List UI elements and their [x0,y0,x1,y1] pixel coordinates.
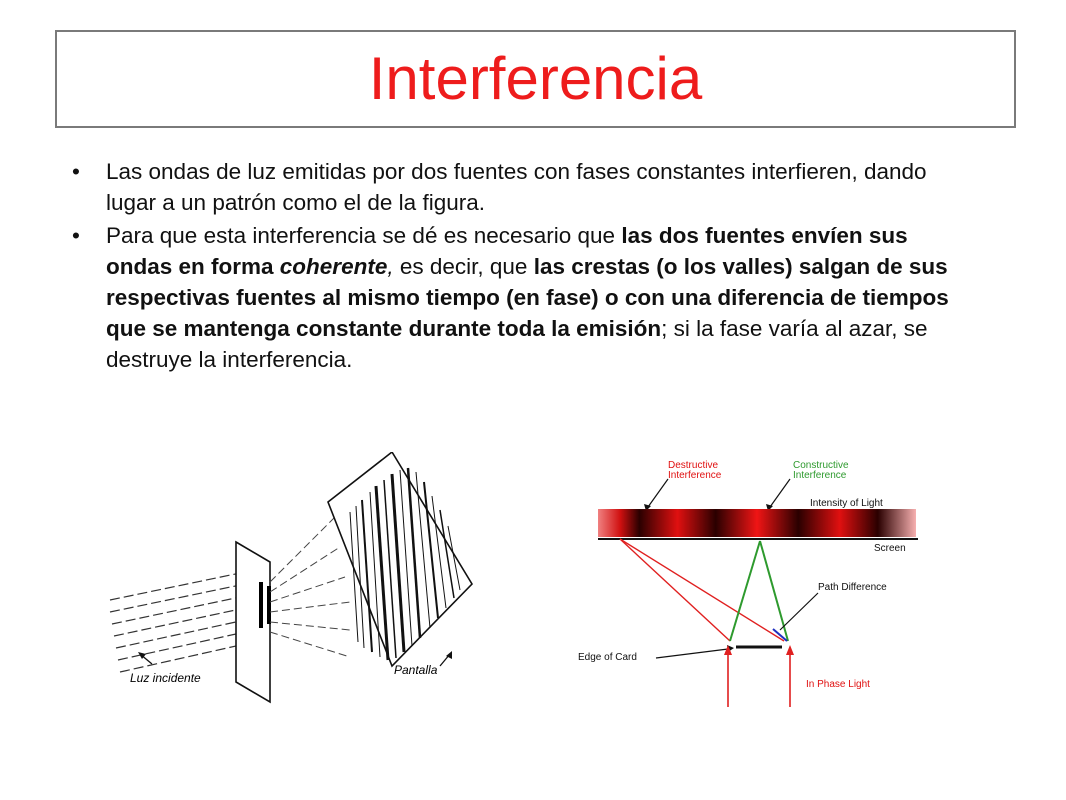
edge-card-pointer [656,649,728,658]
label-in-phase: In Phase Light [806,679,870,690]
bullet-2-seg-4: , [387,254,394,279]
bullet-2-seg-2: las dos fuentes envíen sus ondas en forma [106,223,908,279]
bullet-2-seg-3: coherente [279,254,388,279]
interference-diagram [578,455,928,710]
label-intensity: Intensity of Light [810,498,883,509]
screen-panel [328,452,472,666]
bullet-2-seg-7: ; si la fase varía al azar, se destruye la interferencia. [106,316,928,372]
label-screen: Screen [874,543,906,554]
constructive-pointer [770,479,790,507]
intensity-band [598,509,916,537]
bullet-2-seg-1: Para que esta interferencia se dé es necesario que [106,223,622,248]
bullet-list [72,156,952,377]
path-difference-pointer [780,593,818,630]
label-edge-card: Edge of Card [578,652,637,663]
label-path-difference: Path Difference [818,582,887,593]
bullet-item-1 [72,156,952,218]
label-screen: Pantalla [394,663,438,677]
bullet-1-text: Las ondas de luz emitidas por dos fuentes con fases constantes interfieren, dando lugar a un patrón como el de la figura. [106,159,927,215]
label-constructive: Constructive Interference [793,460,849,481]
in-phase-arrows [728,653,790,707]
label-incident: Luz incidente [130,671,201,685]
label-destructive: Destructive Interference [668,460,722,481]
slit-card [236,542,270,702]
diffracted-rays [270,512,350,657]
bullet-2-seg-5: es decir, que [393,254,534,279]
red-rays [620,539,784,641]
destructive-pointer [648,479,668,507]
title-box [55,30,1016,128]
slide-title: Interferencia [368,45,703,112]
bullet-item-2 [72,220,952,375]
incident-rays [110,572,245,672]
bullet-2-seg-6: las crestas (o los valles) salgan de sus respectivas fuentes al mismo tiempo (en fase) o con una diferencia de tiempos que se mantenga constante durante toda la emisión [106,254,949,341]
double-slit-illustration [100,452,490,704]
